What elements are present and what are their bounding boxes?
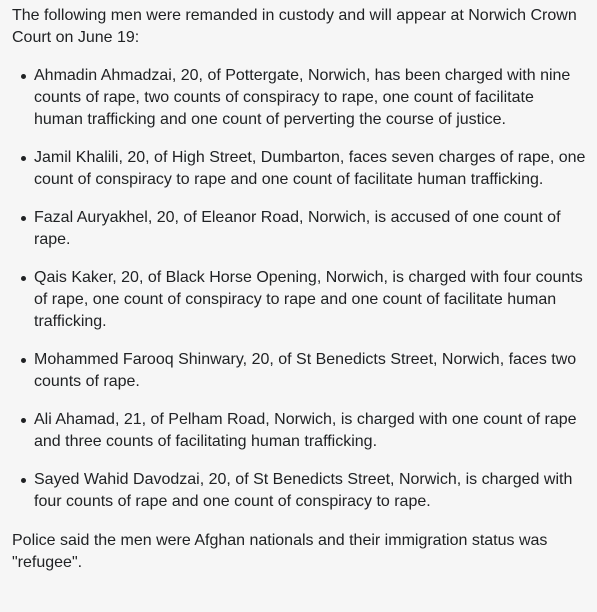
bullet-icon xyxy=(21,418,26,423)
bullet-icon xyxy=(21,74,26,79)
list-item-text: Sayed Wahid Davodzai, 20, of St Benedicts Street, Norwich, is charged with four counts of rape and one count of conspiracy to rape. xyxy=(34,471,573,510)
list-item-text: Mohammed Farooq Shinwary, 20, of St Benedicts Street, Norwich, faces two counts of rape. xyxy=(34,351,577,390)
list-item-text: Ahmadin Ahmadzai, 20, of Pottergate, Norwich, has been charged with nine counts of rape, two counts of conspiracy to rape, one count of facilitate human trafficking and one count of perverting the course of justice. xyxy=(34,67,571,128)
list-item-text: Qais Kaker, 20, of Black Horse Opening, Norwich, is charged with four counts of rape, one count of conspiracy to rape and one count of facilitate human trafficking. xyxy=(34,269,583,330)
bullet-icon xyxy=(21,156,26,161)
list-item xyxy=(12,65,586,131)
charges-list xyxy=(12,65,586,513)
bullet-icon xyxy=(21,276,26,281)
list-item-text: Fazal Auryakhel, 20, of Eleanor Road, Norwich, is accused of one count of rape. xyxy=(34,209,561,248)
list-item xyxy=(12,147,586,191)
list-item xyxy=(12,469,586,513)
bullet-icon xyxy=(21,216,26,221)
bullet-icon xyxy=(21,358,26,363)
list-item xyxy=(12,267,586,333)
list-item xyxy=(12,207,586,251)
list-item-text: Ali Ahamad, 21, of Pelham Road, Norwich, is charged with one count of rape and three counts of facilitating human trafficking. xyxy=(34,411,577,450)
list-item xyxy=(12,349,586,393)
closing-paragraph: Police said the men were Afghan nationals and their immigration status was "refugee". xyxy=(12,532,548,571)
list-item xyxy=(12,409,586,453)
list-item-text: Jamil Khalili, 20, of High Street, Dumbarton, faces seven charges of rape, one count of conspiracy to rape and one count of facilitate human trafficking. xyxy=(34,149,586,188)
intro-paragraph: The following men were remanded in custody and will appear at Norwich Crown Court on June 19: xyxy=(12,7,577,46)
bullet-icon xyxy=(21,478,26,483)
